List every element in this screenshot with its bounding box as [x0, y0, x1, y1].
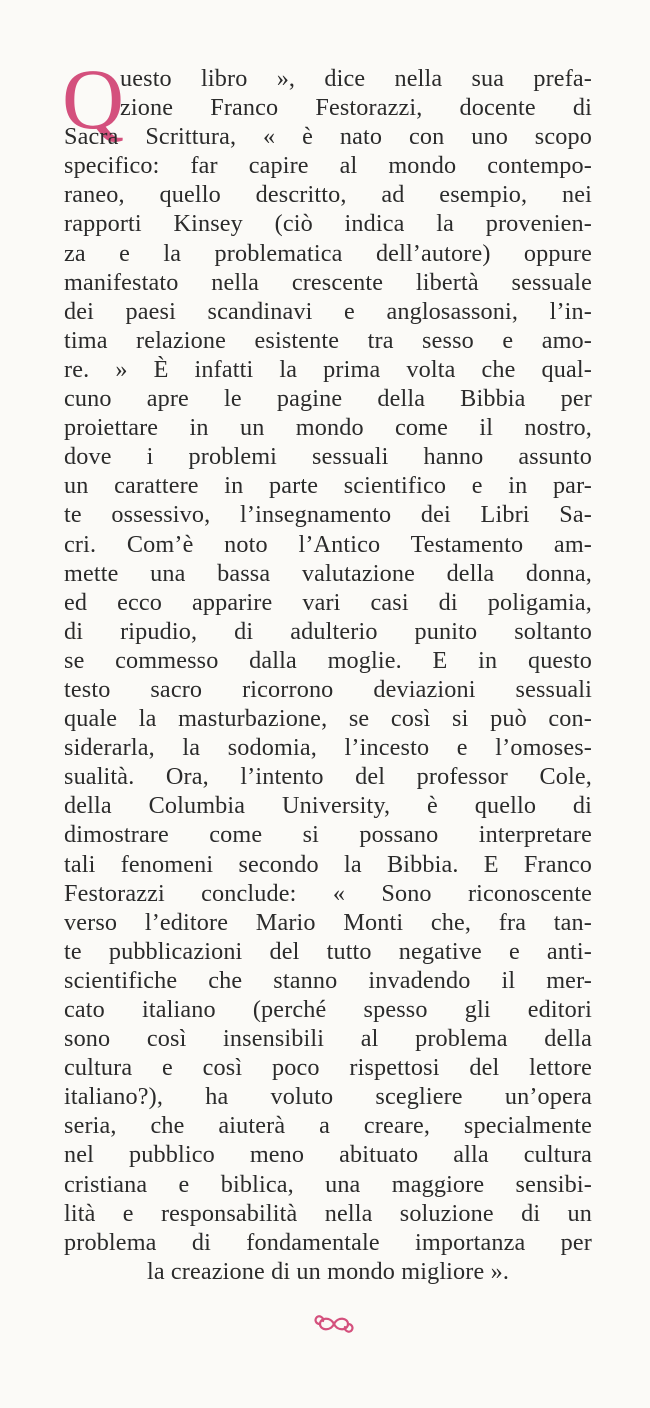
text-line: dei paesi scandinavi e anglosassoni, l’in-: [64, 297, 592, 325]
text-line: di ripudio, di adulterio punito soltanto: [64, 617, 592, 645]
text-line: za e la problematica dell’autore) oppure: [64, 239, 592, 267]
text-line: dove i problemi sessuali hanno assunto: [64, 443, 592, 471]
text-line: verso l’editore Mario Monti che, fra tan-: [64, 908, 592, 936]
drop-cap: Q: [62, 51, 125, 147]
text-line: rapporti Kinsey (ciò indica la provenien-: [64, 210, 592, 238]
article-body: [64, 64, 592, 1286]
text-line: dimostrare come si possano interpretare: [64, 821, 592, 849]
text-line: quale la masturbazione, se così si può con-: [64, 705, 592, 733]
text-line: re. » È infatti la prima volta che qual-: [64, 355, 592, 383]
text-line: te pubblicazioni del tutto negative e anti-: [64, 937, 592, 965]
text-line: uesto libro », dice nella sua prefa-: [120, 65, 592, 92]
text-line: cri. Com’è noto l’Antico Testamento am-: [64, 530, 592, 558]
text-line: cuno apre le pagine della Bibbia per: [64, 385, 592, 413]
text-line: mette una bassa valutazione della donna,: [64, 559, 592, 587]
knot-ornament-icon: [310, 1312, 358, 1336]
text-line-last: la creazione di un mondo migliore ».: [146, 1257, 510, 1285]
text-line: Festorazzi conclude: « Sono riconoscente: [64, 879, 592, 907]
text-line: scientifiche che stanno invadendo il mer-: [64, 966, 592, 994]
text-line: te ossessivo, l’insegnamento dei Libri Sa-: [64, 501, 592, 529]
text-line: sualità. Ora, l’intento del professor Cole,: [64, 763, 592, 791]
text-line: manifestato nella crescente libertà sessuale: [64, 268, 592, 296]
text-line: raneo, quello descritto, ad esempio, nei: [64, 181, 592, 209]
text-line: lità e responsabilità nella soluzione di un: [64, 1199, 592, 1227]
text-line: specifico: far capire al mondo contempo-: [64, 152, 592, 180]
text-line: sono così insensibili al problema della: [64, 1025, 592, 1053]
text-line: testo sacro ricorrono deviazioni sessuali: [64, 675, 592, 703]
text-line: un carattere in parte scientifico e in par-: [64, 472, 592, 500]
text-line: problema di fondamentale importanza per: [64, 1228, 592, 1256]
text-line: ed ecco apparire vari casi di poligamia,: [64, 588, 592, 616]
text-line: tima relazione esistente tra sesso e amo-: [64, 326, 592, 354]
text-line: cristiana e biblica, una maggiore sensibi-: [64, 1170, 592, 1198]
text-line: se commesso dalla moglie. E in questo: [64, 646, 592, 674]
text-line: italiano?), ha voluto scegliere un’opera: [64, 1083, 592, 1111]
text-line: siderarla, la sodomia, l’incesto e l’omoses-: [64, 734, 592, 762]
text-line: cultura e così poco rispettosi del lettore: [64, 1054, 592, 1082]
text-line: Sacra Scrittura, « è nato con uno scopo: [64, 123, 592, 151]
text-line: nel pubblico meno abituato alla cultura: [64, 1141, 592, 1169]
text-line: della Columbia University, è quello di: [64, 792, 592, 820]
text-line: tali fenomeni secondo la Bibbia. E Franco: [64, 850, 592, 878]
text-line: proiettare in un mondo come il nostro,: [64, 414, 592, 442]
text-line: seria, che aiuterà a creare, specialmente: [64, 1112, 592, 1140]
text-line: cato italiano (perché spesso gli editori: [64, 996, 592, 1023]
text-line: zione Franco Festorazzi, docente di: [120, 94, 592, 122]
